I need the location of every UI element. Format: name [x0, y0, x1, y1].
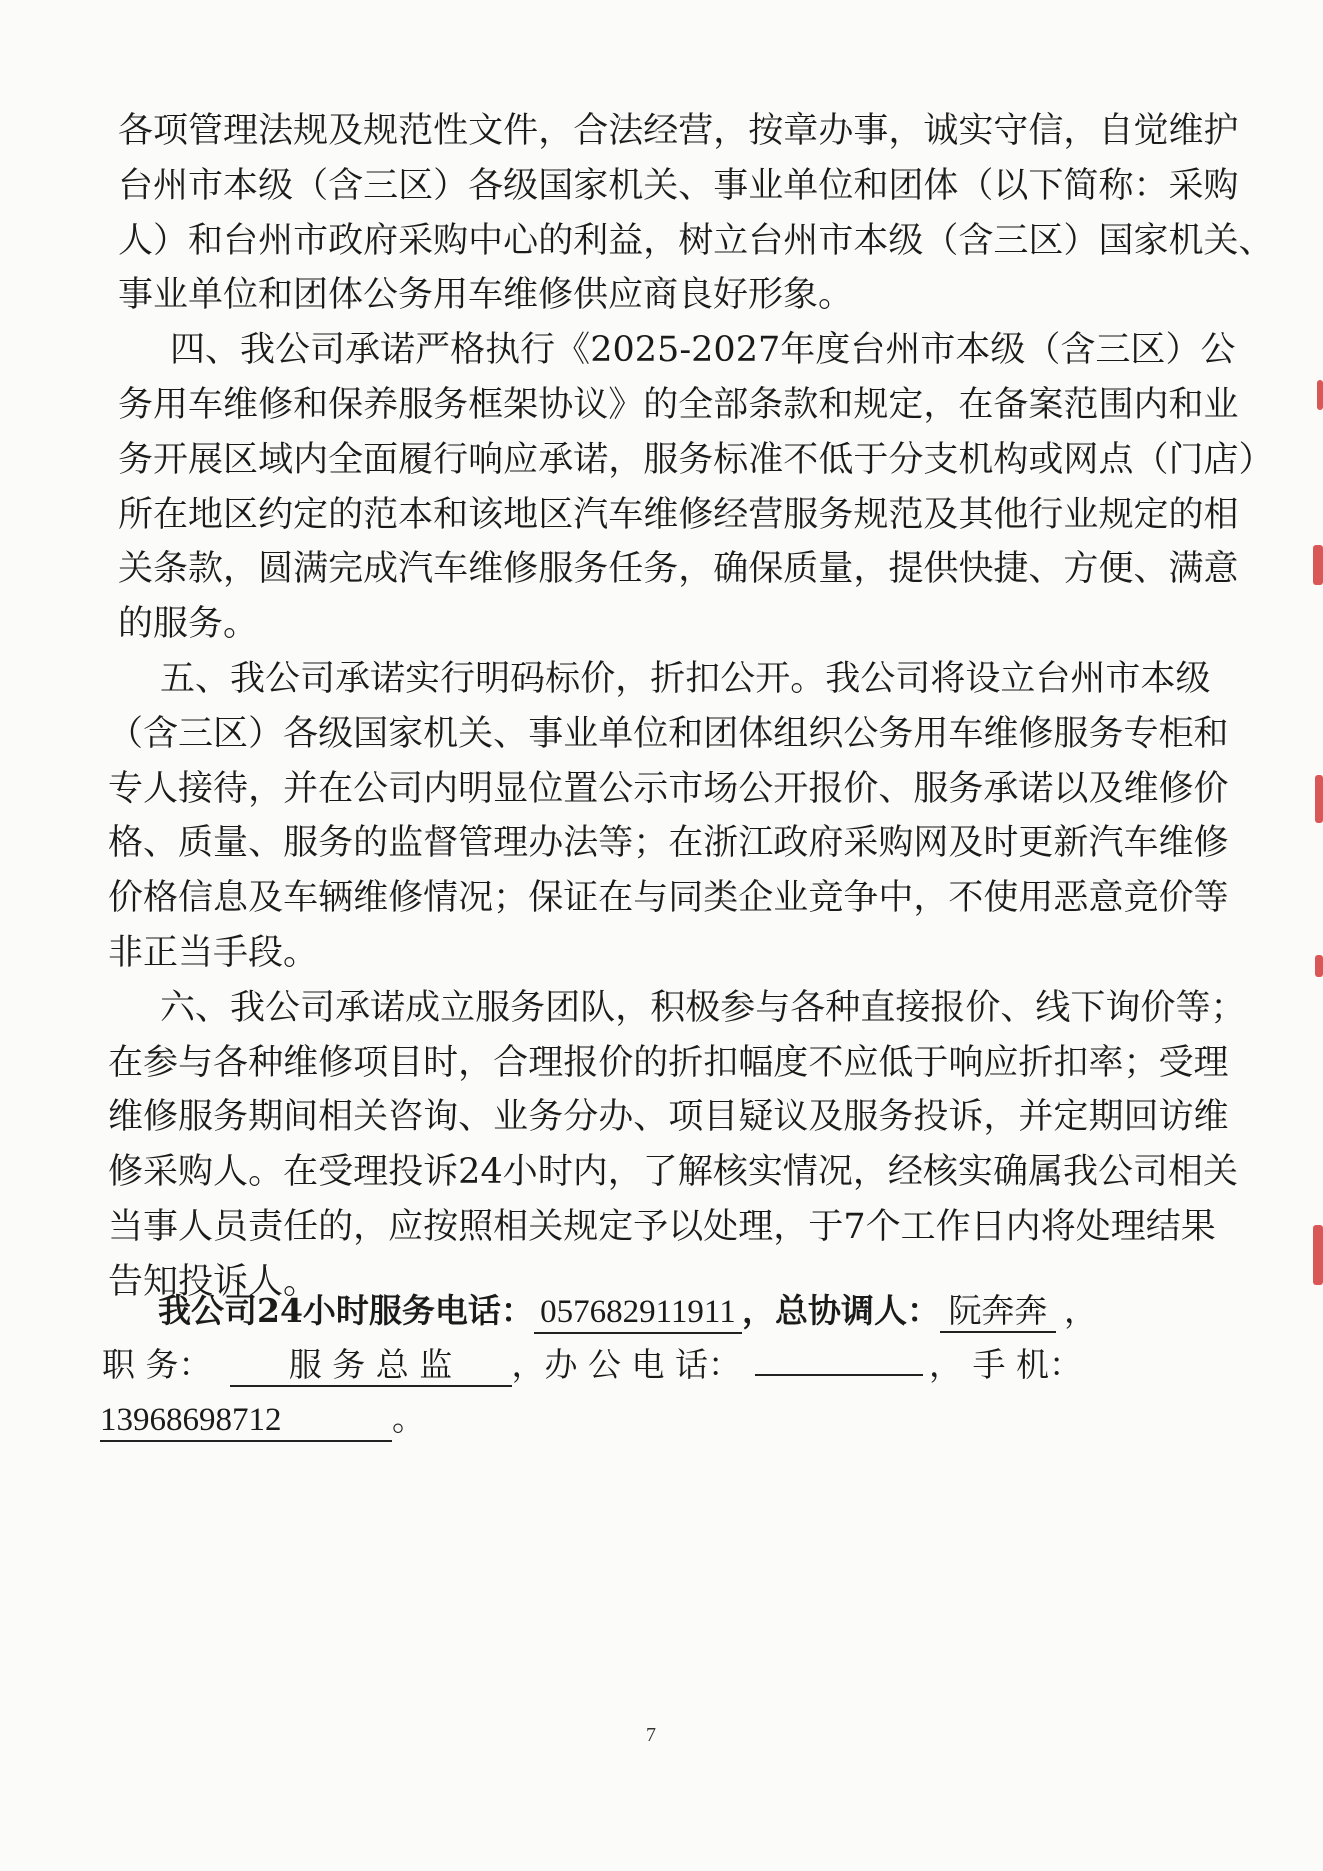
text-line: 各 项 管 理 法 规 及 规 范 性 文 件 ， 合 法 经 营 ， 按 章 办 事 ， 诚 实 守 信 ， 自 觉 维 护 [118, 111, 1239, 151]
office-label: ，办 公 电 话： [511, 1345, 741, 1384]
text-line: 的服务。 [118, 604, 259, 645]
seal-edge-mark [1315, 955, 1323, 977]
text-line: 台 州 市 本 级 （ 含 三 区 ） 各 级 国 家 机 关 、 事 业 单 位 和 团 体 （ 以 下 简 称 ： 采 购 [118, 165, 1239, 206]
period: 。 [392, 1399, 425, 1438]
phone-label: 我公司24小时服务电话： [158, 1291, 534, 1330]
text-line: 专 人 接 待 ， 并 在 公 司 内 明 显 位 置 公 示 市 场 公 开 报 价 、 服 务 承 诺 以 及 维 修 价 [108, 768, 1229, 809]
seal-edge-mark [1313, 1225, 1323, 1285]
text-line: 维 修 服 务 期 间 相 关 咨 询 、 业 务 分 办 、 项 目 疑 议 及 服 务 投 诉 ， 并 定 期 回 访 维 [108, 1097, 1229, 1138]
seal-edge-mark [1317, 380, 1323, 410]
coordinator-label: ，总协调人： [741, 1291, 940, 1330]
comma: ， [1063, 1291, 1097, 1330]
position-value: 服 务 总 监 [230, 1345, 512, 1387]
text-line: 在 参 与 各 种 维 修 项 目 时 ， 合 理 报 价 的 折 扣 幅 度 不 应 低 于 响 应 折 扣 率 ； 受 理 [108, 1042, 1229, 1083]
text-line: 关 条 款 ， 圆 满 完 成 汽 车 维 修 服 务 任 务 ， 确 保 质 量 ， 提 供 快 捷 、 方 便 、 满 意 [118, 549, 1239, 590]
text-line: 非正当手段。 [108, 933, 319, 973]
text-line: 务 用 车 维 修 和 保 养 服 务 框 架 协 议 》 的 全 部 条 款 和 规 定 ， 在 备 案 范 围 内 和 业 [118, 385, 1239, 425]
seal-edge-mark [1313, 545, 1323, 585]
text-line: （ 含 三 区 ） 各 级 国 家 机 关 、 事 业 单 位 和 团 体 组 织 公 务 用 车 维 修 服 务 专 柜 和 [108, 713, 1229, 754]
text-line: 格 、 质 量 、 服 务 的 监 督 管 理 办 法 等 ； 在 浙 江 政 府 采 购 网 及 时 更 新 汽 车 维 修 [108, 823, 1229, 864]
text-line: 四 、 我 公 司 承 诺 严 格 执 行 《 2 0 2 5 - 2 0 2 7 年 度 台 州 市 本 级 （ 含 三 区 ） 公 [170, 330, 1236, 371]
text-line: 修 采 购 人 。 在 受 理 投 诉 2 4 小 时 内 ， 了 解 核 实 情 况 ， 经 核 实 确 属 我 公 司 相 关 [108, 1152, 1239, 1193]
contact-line-3 [100, 1386, 425, 1452]
text-line: 价 格 信 息 及 车 辆 维 修 情 况 ； 保 证 在 与 同 类 企 业 竞 争 中 ， 不 使 用 恶 意 竞 价 等 [108, 878, 1229, 919]
text-line: 所 在 地 区 约 定 的 范 本 和 该 地 区 汽 车 维 修 经 营 服 务 规 范 及 其 他 行 业 规 定 的 相 [118, 494, 1239, 535]
text-line: 事业单位和团体公务用车维修供应商良好形象。 [118, 275, 854, 316]
position-label: 职 务： [102, 1345, 212, 1384]
coordinator-value: 阮奔奔 [940, 1291, 1056, 1333]
mobile-label: ， 手 机： [928, 1345, 1082, 1384]
text-line: 六 、 我 公 司 承 诺 成 立 服 务 团 队 ， 积 极 参 与 各 种 直 接 报 价 、 线 下 询 价 等 ； [160, 987, 1246, 1028]
text-line: 人 ） 和 台 州 市 政 府 采 购 中 心 的 利 益 ， 树 立 台 州 市 本 级 （ 含 三 区 ） 国 家 机 关 、 [118, 220, 1274, 261]
text-line: 务 开 展 区 域 内 全 面 履 行 响 应 承 诺 ， 服 务 标 准 不 低 于 分 支 机 构 或 网 点 （ 门 店 ） [118, 439, 1274, 480]
text-line: 当 事 人 员 责 任 的 ， 应 按 照 相 关 规 定 予 以 处 理 ， 于 7 个 工 作 日 内 将 处 理 结 果 [108, 1207, 1216, 1247]
text-line: 五 、 我 公 司 承 诺 实 行 明 码 标 价 ， 折 扣 公 开 。 我 公 司 将 设 立 台 州 市 本 级 [160, 659, 1211, 699]
office-value [755, 1374, 923, 1376]
mobile-value: 13968698712 [100, 1400, 392, 1442]
phone-value: 057682911911 [534, 1292, 742, 1334]
seal-edge-mark [1315, 775, 1323, 823]
page-number: 7 [646, 1724, 656, 1746]
text-line: 告知投诉人。 [108, 1261, 319, 1302]
